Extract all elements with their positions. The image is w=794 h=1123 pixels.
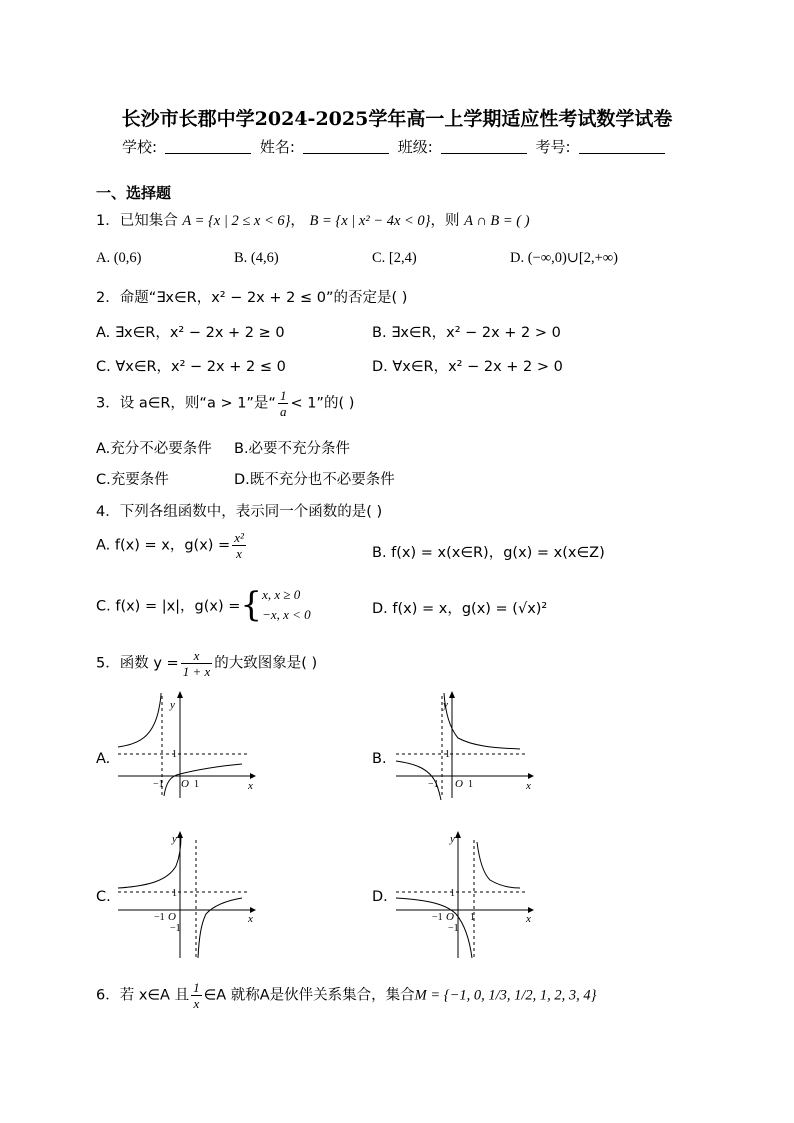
q5-number: 5． <box>96 655 120 672</box>
graph-c[interactable] <box>110 828 260 963</box>
q3-option-b[interactable]: B.必要不充分条件 <box>234 441 351 457</box>
one-label-y: 1 <box>172 888 177 899</box>
q4-option-a-fraction: $\frac{\text{x²}}{x}$ <box>234 530 244 561</box>
q5-pre: 函数 y = <box>119 655 179 672</box>
question-3 <box>96 388 354 419</box>
page-title: 长沙市长郡中学2024-2025学年高一上学期适应性考试数学试卷 <box>121 108 673 130</box>
one-label-y: 1 <box>445 749 450 760</box>
question-5 <box>96 648 317 679</box>
y-label: y <box>443 699 448 711</box>
one-label-x: 1 <box>470 912 475 923</box>
neg-one-label-y: −1 <box>170 923 181 934</box>
neg-one-label-x: −1 <box>154 912 165 923</box>
q2-option-b[interactable]: B. ∃x∈R，x² − 2x + 2 > 0 <box>372 325 561 341</box>
q3-pre: 设 a∈R，则“a > 1”是“ <box>119 395 276 412</box>
q1-text: 已知集合 <box>119 213 178 229</box>
q3-option-a[interactable]: A.充分不必要条件 <box>96 441 212 457</box>
q2-option-a[interactable]: A. ∃x∈R，x² − 2x + 2 ≥ 0 <box>96 325 285 341</box>
question-4 <box>96 500 382 521</box>
one-label-y: 1 <box>450 888 455 899</box>
q1-set-a: A = {x | 2 ≤ x < 6} <box>182 213 291 229</box>
q5-fraction: $\frac{x}{1 + x}$ <box>182 648 211 679</box>
examno-label: 考号: <box>535 138 571 156</box>
graph-d[interactable] <box>388 828 538 963</box>
y-label: y <box>172 833 177 845</box>
y-arrow-icon <box>177 831 183 838</box>
origin-label: O <box>446 911 454 923</box>
q4-number: 4． <box>96 504 120 520</box>
x-label: x <box>248 913 253 925</box>
x-label: x <box>248 780 253 792</box>
y-arrow-icon <box>177 691 183 698</box>
q4-option-c-cases: x, x ≥ 0 −x, x < 0 <box>262 587 311 622</box>
neg-one-label-x: −1 <box>153 779 164 790</box>
graph-d-label[interactable]: D. <box>372 889 388 905</box>
q1-number: 1． <box>96 213 120 229</box>
school-label: 学校: <box>122 138 158 156</box>
graph-a-label[interactable]: A. <box>96 751 111 767</box>
q1-expression: A ∩ B = ( ) <box>464 213 530 229</box>
curve-left-branch <box>396 898 472 958</box>
y-arrow-icon <box>449 691 455 698</box>
q1-option-d[interactable]: D. (−∞,0)∪[2,+∞) <box>510 250 618 266</box>
q1-option-a[interactable]: A. (0,6) <box>96 250 142 266</box>
q4-text: 下列各组函数中，表示同一个函数的是( ) <box>119 504 383 520</box>
curve-right-branch <box>164 764 242 796</box>
examno-field[interactable] <box>579 139 665 154</box>
q4-option-d[interactable]: D. f(x) = x，g(x) = (√x)² <box>372 601 548 617</box>
q6-pre: 若 x∈A 且 <box>119 987 190 1004</box>
one-label-y: 1 <box>172 749 177 760</box>
section-heading: 一、选择题 <box>96 184 172 202</box>
q2-text: 命题“∃x∈R，x² − 2x + 2 ≤ 0”的否定是( ) <box>119 290 408 306</box>
q4-option-c-text: C. f(x) = |x|，g(x) = <box>96 598 241 615</box>
curve-right-branch <box>198 898 242 958</box>
class-field[interactable] <box>441 139 527 154</box>
graph-c-label[interactable]: C. <box>96 889 111 905</box>
name-field[interactable] <box>303 139 389 154</box>
q1-set-b: B = {x | x² − 4x < 0} <box>309 213 431 229</box>
question-1: 1．已知集合 A = {x | 2 ≤ x < 6}， B = {x | x² − 4x < 0}，则 A ∩ B = ( ) <box>96 213 530 229</box>
q6-mid: ∈A 就称A是伙伴关系集合，集合 <box>203 987 415 1004</box>
question-2 <box>96 286 407 307</box>
graph-a[interactable] <box>110 688 260 803</box>
q2-option-d[interactable]: D. ∀x∈R，x² − 2x + 2 > 0 <box>372 359 563 375</box>
q3-post: < 1”的( ) <box>290 395 355 412</box>
q1-option-b[interactable]: B. (4,6) <box>234 250 279 266</box>
origin-label: O <box>181 778 189 790</box>
neg-one-label-y: −1 <box>448 923 459 934</box>
q4-option-a[interactable] <box>96 530 248 561</box>
x-label: x <box>526 913 531 925</box>
q5-post: 的大致图象是( ) <box>214 655 318 672</box>
class-label: 班级: <box>397 138 433 156</box>
q4-option-a-text: A. f(x) = x，g(x) = <box>96 537 231 554</box>
y-arrow-icon <box>455 831 461 838</box>
neg-one-label-x: −1 <box>428 779 439 790</box>
origin-label: O <box>168 911 176 923</box>
student-info-line <box>122 136 669 157</box>
graph-b-label[interactable]: B. <box>372 751 387 767</box>
curve-right-branch <box>477 842 520 888</box>
q3-option-d[interactable]: D.既不充分也不必要条件 <box>234 472 395 488</box>
q4-option-c[interactable] <box>96 585 311 625</box>
q6-fraction: $\frac{1}{x}$ <box>193 980 200 1011</box>
y-label: y <box>450 833 455 845</box>
q3-number: 3． <box>96 395 120 412</box>
curve-left-branch <box>118 693 161 747</box>
q1-option-c[interactable]: C. [2,4) <box>372 250 417 266</box>
x-arrow-icon <box>250 773 256 779</box>
q6-number: 6． <box>96 987 120 1004</box>
curve-right-branch <box>444 693 520 749</box>
q4-option-b[interactable]: B. f(x) = x(x∈R)，g(x) = x(x∈Z) <box>372 545 605 561</box>
q2-option-c[interactable]: C. ∀x∈R，x² − 2x + 2 ≤ 0 <box>96 359 286 375</box>
name-label: 姓名: <box>259 138 295 156</box>
q6-set-m: M = {−1, 0, 1/3, 1/2, 1, 2, 3, 4} <box>414 987 597 1004</box>
origin-label: O <box>455 778 463 790</box>
school-field[interactable] <box>165 139 251 154</box>
x-label: x <box>526 780 531 792</box>
q2-number: 2． <box>96 290 120 306</box>
question-6 <box>96 980 596 1011</box>
x-arrow-icon <box>528 773 534 779</box>
brace-icon: { <box>240 585 263 625</box>
graph-b[interactable] <box>388 688 538 803</box>
one-label-x: 1 <box>468 779 473 790</box>
one-label-x: 1 <box>194 779 199 790</box>
q1-then: ，则 <box>430 213 460 229</box>
q3-fraction: $\frac{1}{a}$ <box>279 388 287 419</box>
q3-option-c[interactable]: C.充要条件 <box>96 472 169 488</box>
y-label: y <box>170 699 175 711</box>
neg-one-label-x: −1 <box>432 912 443 923</box>
